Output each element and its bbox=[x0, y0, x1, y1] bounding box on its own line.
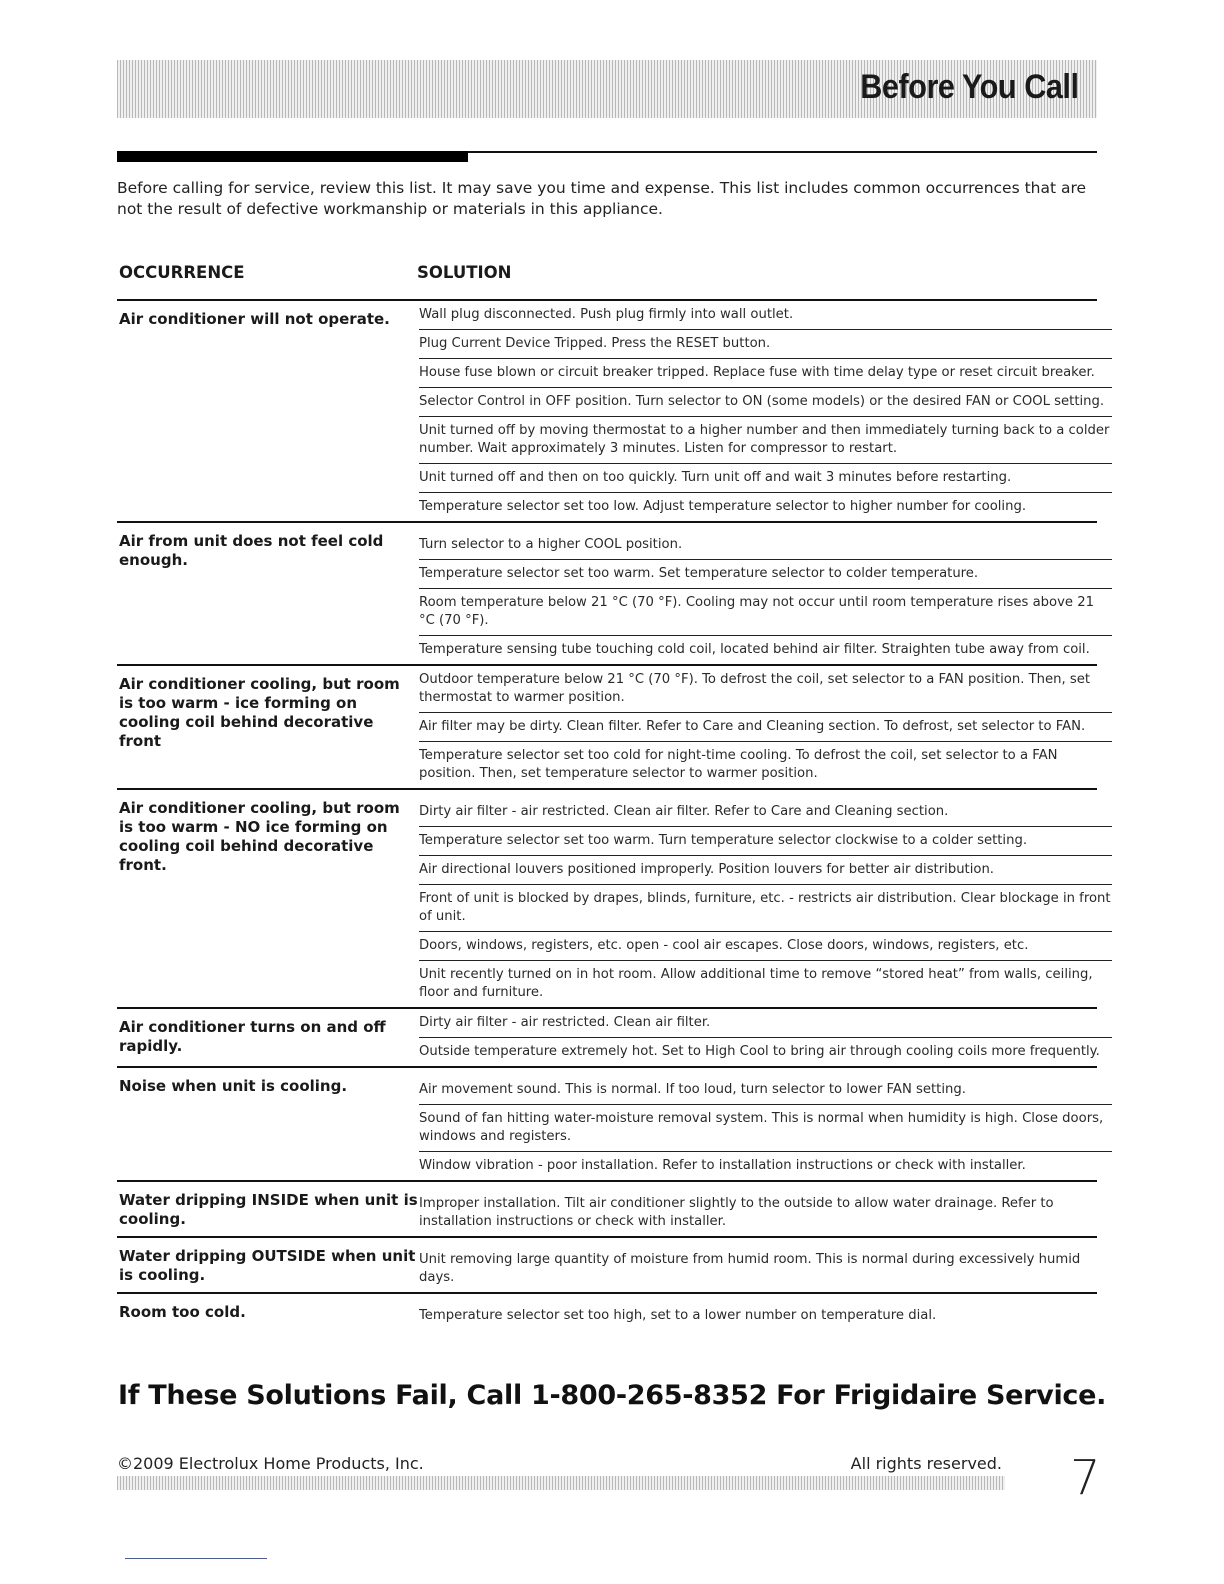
occurrence-label: Noise when unit is cooling. bbox=[119, 1077, 348, 1095]
footer-rights: All rights reserved. bbox=[850, 1454, 1002, 1473]
solution-item: Outside temperature extremely hot. Set to High Cool to bring air through cooling coils more frequently. bbox=[419, 1044, 1100, 1059]
solution-item: Room temperature below 21 °C (70 °F). Cooling may not occur until room temperature rises above 21 °C (70 °F). bbox=[419, 589, 1112, 636]
solution-list bbox=[419, 301, 1112, 521]
occurrence-group bbox=[117, 299, 1110, 521]
service-call-heading: If These Solutions Fail, Call 1-800-265-8352 For Frigidaire Service. bbox=[118, 1380, 1107, 1411]
occurrence-label: Water dripping OUTSIDE when unit is cooling. bbox=[119, 1247, 416, 1284]
solution-item: Dirty air filter - air restricted. Clean air filter. Refer to Care and Cleaning section. bbox=[419, 798, 1112, 827]
solution-item: Dirty air filter - air restricted. Clean air filter. bbox=[419, 1009, 1112, 1038]
occurrence-group bbox=[117, 1066, 1104, 1180]
underline-mark bbox=[125, 1558, 267, 1559]
occurrence-group bbox=[117, 1007, 1100, 1066]
solution-item: Wall plug disconnected. Push plug firmly into wall outlet. bbox=[419, 301, 1112, 330]
occurrence-group bbox=[117, 664, 1097, 788]
column-header-occurrence: OCCURRENCE bbox=[119, 263, 245, 282]
solution-list bbox=[419, 666, 1112, 788]
solution-item: Front of unit is blocked by drapes, blinds, furniture, etc. - restricts air distribution. Clear blockage in front of unit. bbox=[419, 885, 1112, 932]
solution-item: Unit turned off by moving thermostat to a higher number and then immediately turning back to a colder number. Wait approximately 3 minutes. Listen for compressor to restart. bbox=[419, 417, 1112, 464]
solution-item: Air movement sound. This is normal. If too loud, turn selector to lower FAN setting. bbox=[419, 1076, 1112, 1105]
occurrence-group bbox=[117, 1236, 1097, 1292]
solution-list bbox=[419, 790, 1112, 1007]
occurrence-label: Air conditioner turns on and off rapidly. bbox=[119, 1018, 386, 1055]
occurrence-label: Water dripping INSIDE when unit is cooling. bbox=[119, 1191, 418, 1228]
solution-item: Temperature selector set too cold for night-time cooling. To defrost the coil, set selector to a FAN position. Then, set temperature selector to warmer position. bbox=[419, 748, 1058, 781]
solution-item: Selector Control in OFF position. Turn selector to ON (some models) or the desired FAN or COOL setting. bbox=[419, 388, 1112, 417]
footer-bar bbox=[117, 1476, 1005, 1490]
occurrence-group bbox=[117, 788, 1111, 1007]
solution-item: House fuse blown or circuit breaker tripped. Replace fuse with time delay type or reset circuit breaker. bbox=[419, 359, 1112, 388]
page-title: Before You Call bbox=[860, 68, 1079, 106]
solution-item: Unit recently turned on in hot room. Allow additional time to remove “stored heat” from walls, ceiling, floor and furniture. bbox=[419, 967, 1093, 1000]
solution-list bbox=[419, 1238, 1112, 1292]
header-rule-accent bbox=[117, 151, 468, 162]
footer-copyright: ©2009 Electrolux Home Products, Inc. bbox=[117, 1454, 424, 1473]
solution-item: Outdoor temperature below 21 °C (70 °F). To defrost the coil, set selector to a FAN position. Then, set thermostat to warmer position. bbox=[419, 666, 1112, 713]
solution-item: Temperature selector set too warm. Set temperature selector to colder temperature. bbox=[419, 560, 1112, 589]
solution-item: Turn selector to a higher COOL position. bbox=[419, 531, 1112, 560]
intro-paragraph: Before calling for service, review this list. It may save you time and expense. This list includes common occurrences that are not the result of defective workmanship or materials in this appliance. bbox=[117, 179, 1087, 218]
header-banner bbox=[117, 60, 1097, 118]
occurrence-label: Air conditioner will not operate. bbox=[119, 310, 390, 328]
occurrence-label: Room too cold. bbox=[119, 1303, 246, 1321]
solution-list bbox=[419, 1068, 1112, 1180]
solution-item: Unit removing large quantity of moisture from humid room. This is normal during excessively humid days. bbox=[419, 1252, 1081, 1285]
troubleshooting-table bbox=[117, 299, 1111, 1330]
solution-list bbox=[419, 1182, 1112, 1236]
solution-item: Sound of fan hitting water-moisture removal system. This is normal when humidity is high. Close doors, windows and registers. bbox=[419, 1105, 1112, 1152]
solution-item: Air directional louvers positioned improperly. Position louvers for better air distribution. bbox=[419, 856, 1112, 885]
solution-item: Air filter may be dirty. Clean filter. Refer to Care and Cleaning section. To defrost, set selector to FAN. bbox=[419, 713, 1112, 742]
solution-item: Temperature sensing tube touching cold coil, located behind air filter. Straighten tube away from coil. bbox=[419, 642, 1090, 657]
solution-item: Doors, windows, registers, etc. open - cool air escapes. Close doors, windows, registers, etc. bbox=[419, 932, 1112, 961]
solution-item: Temperature selector set too low. Adjust temperature selector to higher number for cooling. bbox=[419, 499, 1027, 514]
occurrence-group bbox=[117, 521, 1097, 664]
occurrence-group bbox=[117, 1292, 1097, 1330]
page-number: 7 bbox=[1070, 1450, 1101, 1506]
solution-item: Plug Current Device Tripped. Press the RESET button. bbox=[419, 330, 1112, 359]
occurrence-label: Air conditioner cooling, but room is too warm - ice forming on cooling coil behind decorative front bbox=[119, 675, 400, 750]
column-header-solution: SOLUTION bbox=[417, 263, 512, 282]
solution-list bbox=[419, 1294, 1112, 1330]
solution-list bbox=[419, 1009, 1112, 1066]
solution-item: Improper installation. Tilt air conditioner slightly to the outside to allow water drainage. Refer to installation instructions or check with installer. bbox=[419, 1196, 1054, 1229]
solution-item: Window vibration - poor installation. Refer to installation instructions or check with installer. bbox=[419, 1158, 1026, 1173]
occurrence-label: Air from unit does not feel cold enough. bbox=[119, 532, 384, 569]
solution-item: Unit turned off and then on too quickly. Turn unit off and wait 3 minutes before restarting. bbox=[419, 464, 1112, 493]
solution-item: Temperature selector set too high, set to a lower number on temperature dial. bbox=[419, 1308, 937, 1323]
solution-item: Temperature selector set too warm. Turn temperature selector clockwise to a colder setting. bbox=[419, 827, 1112, 856]
occurrence-label: Air conditioner cooling, but room is too warm - NO ice forming on cooling coil behind decorative front. bbox=[119, 799, 400, 874]
solution-list bbox=[419, 523, 1112, 664]
occurrence-group bbox=[117, 1180, 1097, 1236]
